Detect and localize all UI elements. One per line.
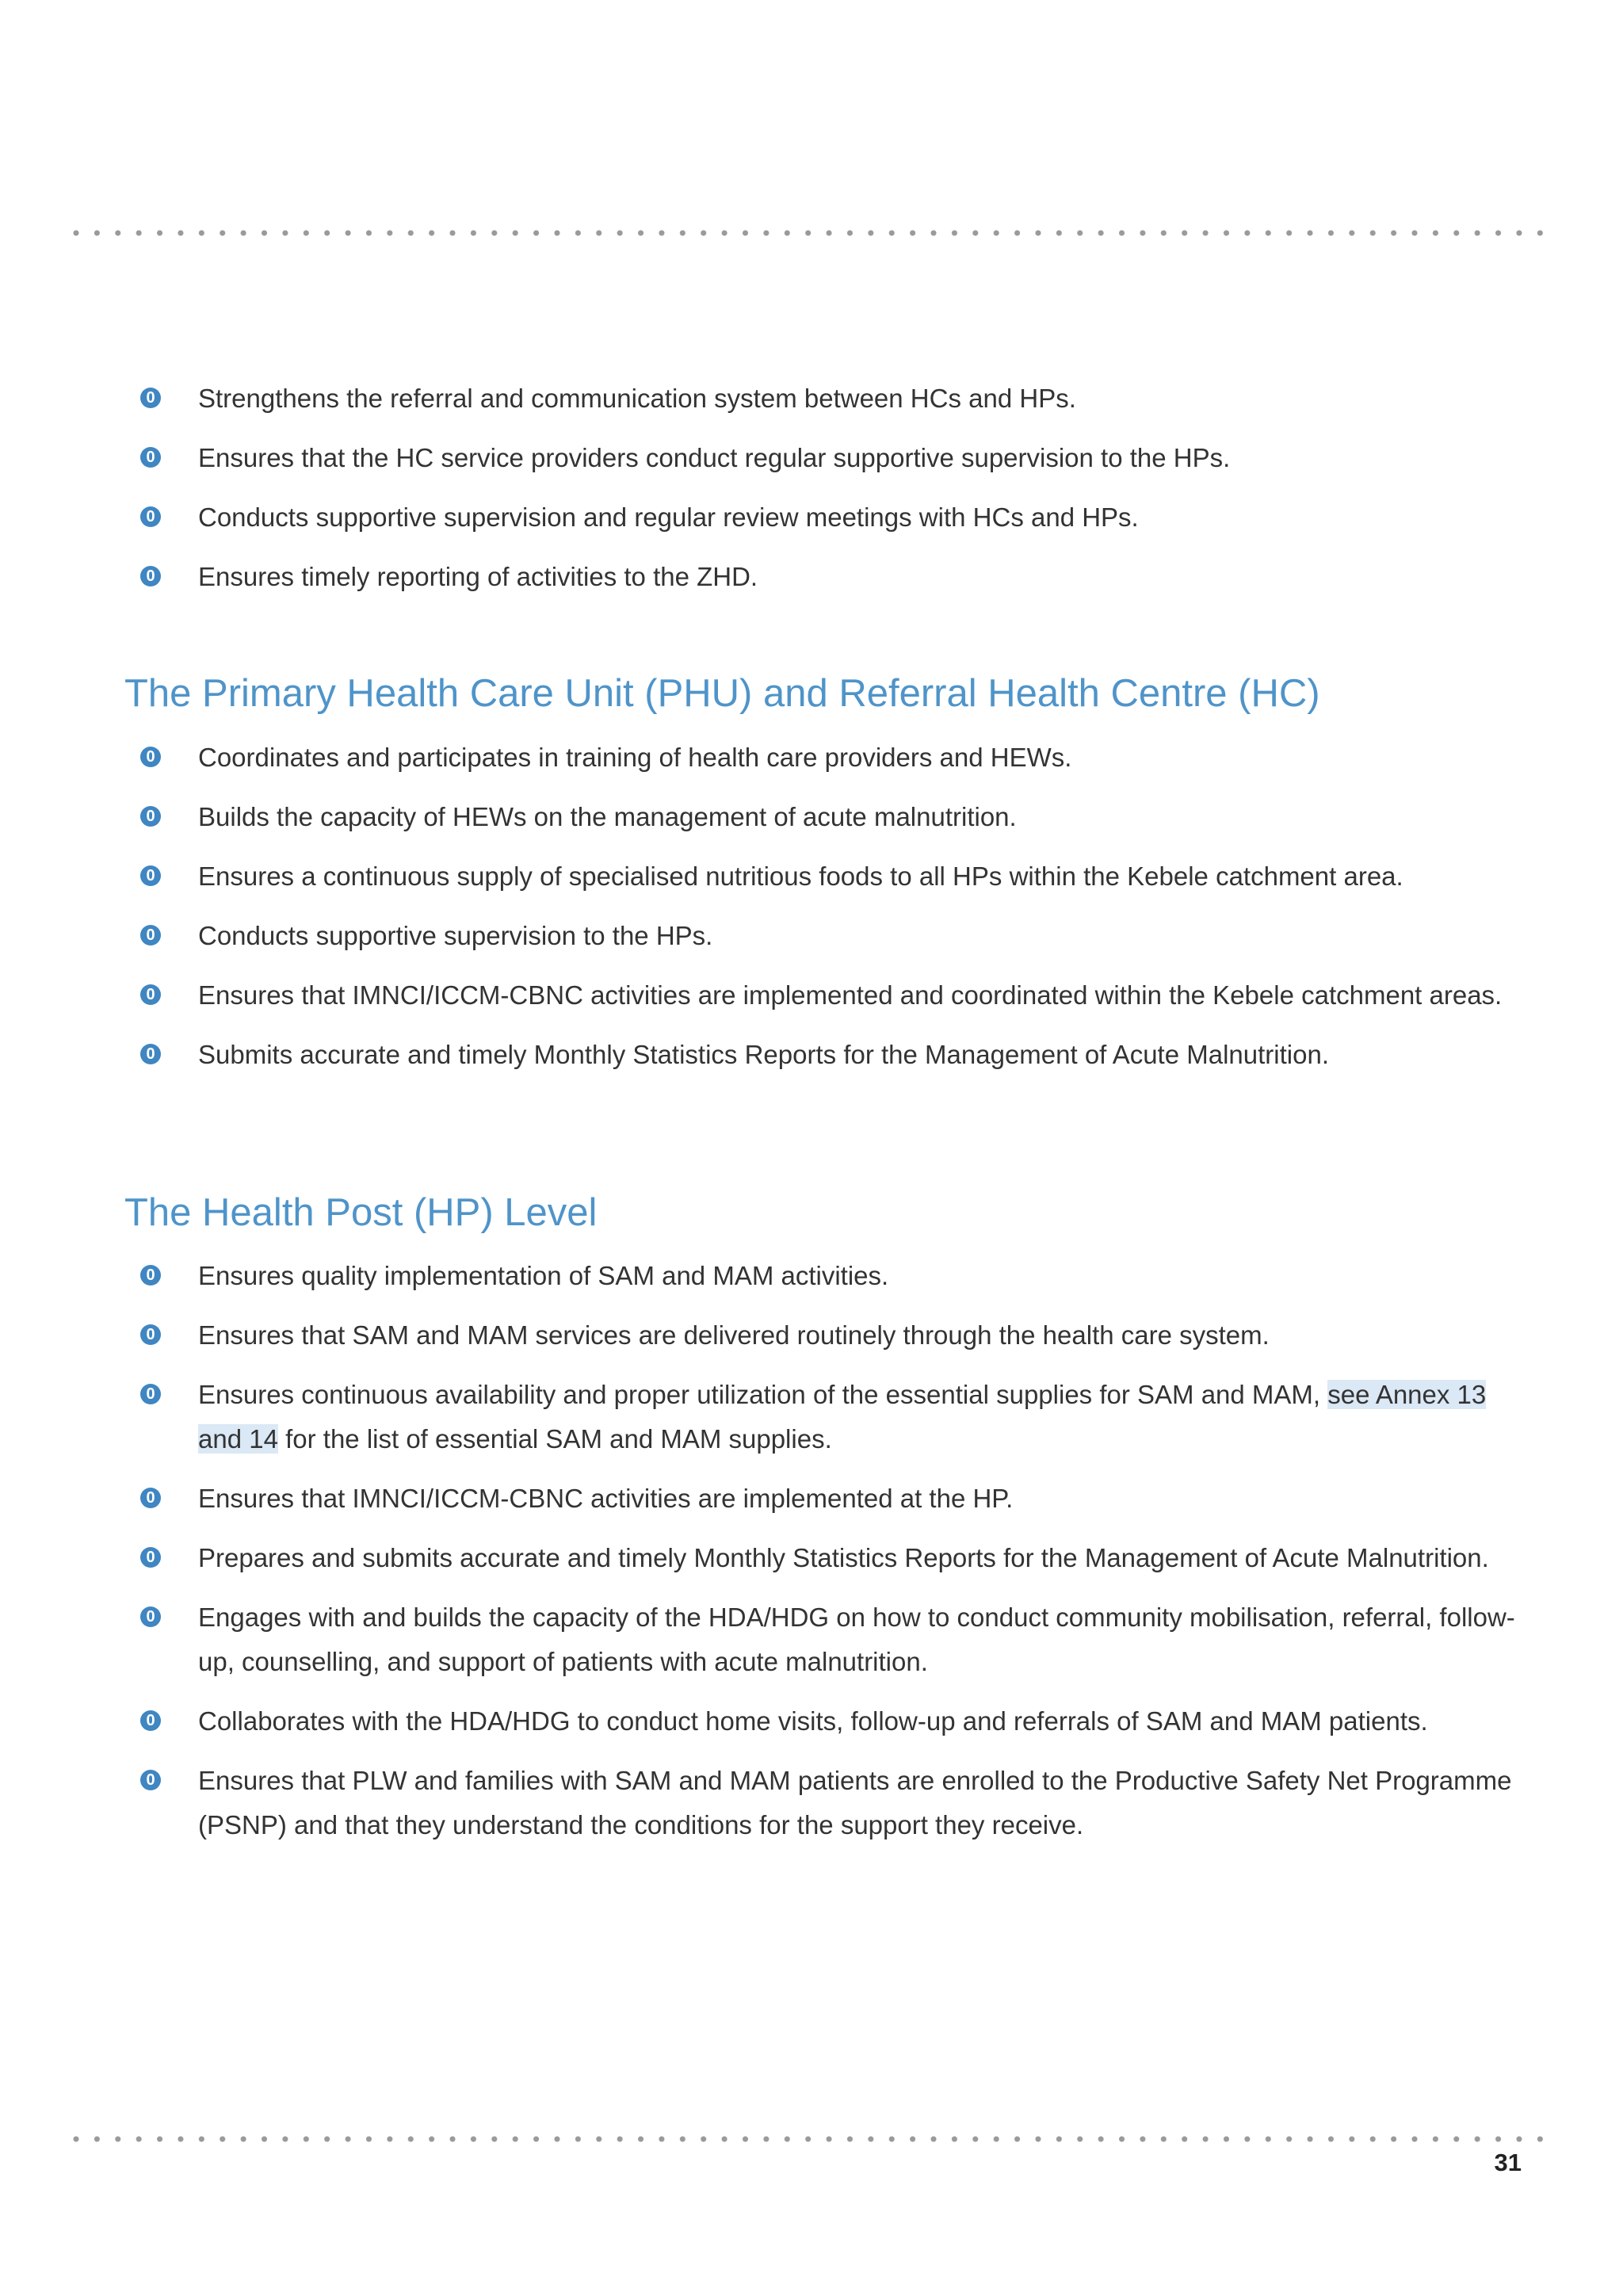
list-item-text: Prepares and submits accurate and timely Monthly Statistics Reports for the Management of Acute Malnutrition.: [198, 1543, 1489, 1572]
circle-bullet-icon: [140, 1547, 161, 1568]
hp-bullet-list: [135, 1254, 1529, 1862]
page-number: 31: [1494, 2149, 1522, 2176]
circle-bullet-icon: [140, 806, 161, 827]
list-item-text: Ensures that PLW and families with SAM and MAM patients are enrolled to the Productive Safety Net Programme (PSNP) and that they understand the conditions for the support they receive.: [198, 1766, 1512, 1839]
circle-bullet-icon: [140, 447, 161, 468]
list-item-text-part: Ensures continuous availability and proper utilization of the essential supplies for SAM and MAM,: [198, 1380, 1328, 1409]
list-item-text: Ensures that IMNCI/ICCM-CBNC activities are implemented at the HP.: [198, 1484, 1014, 1513]
section-heading-phu: The Primary Health Care Unit (PHU) and Referral Health Centre (HC): [124, 672, 1320, 715]
list-item-text: Ensures that SAM and MAM services are delivered routinely through the health care system.: [198, 1320, 1270, 1350]
circle-bullet-icon: [140, 1265, 161, 1286]
intro-bullet-list: [135, 376, 1529, 614]
list-item: [135, 795, 1529, 839]
list-item: [135, 436, 1529, 480]
list-item: [135, 376, 1529, 421]
list-item: [135, 1699, 1529, 1744]
list-item-text: Strengthens the referral and communication system between HCs and HPs.: [198, 384, 1076, 413]
list-item-text: Ensures timely reporting of activities to the ZHD.: [198, 562, 758, 591]
bottom-dotted-rule: [73, 2136, 1552, 2142]
circle-bullet-icon: [140, 1044, 161, 1064]
list-item: [135, 1759, 1529, 1847]
list-item: [135, 854, 1529, 899]
list-item: [135, 555, 1529, 599]
list-item: [135, 1595, 1529, 1684]
list-item: [135, 735, 1529, 780]
circle-bullet-icon: [140, 865, 161, 886]
circle-bullet-icon: [140, 1488, 161, 1508]
list-item-text: Ensures that the HC service providers conduct regular supportive supervision to the HPs.: [198, 443, 1231, 472]
list-item-text: Submits accurate and timely Monthly Statistics Reports for the Management of Acute Malnutrition.: [198, 1040, 1329, 1069]
list-item-text: Ensures a continuous supply of specialised nutritious foods to all HPs within the Kebele catchment area.: [198, 861, 1403, 891]
list-item-text: Ensures quality implementation of SAM and MAM activities.: [198, 1261, 889, 1290]
list-item-text: Conducts supportive supervision and regular review meetings with HCs and HPs.: [198, 502, 1139, 532]
annex-link[interactable]: see Annex 13 and 14: [198, 1380, 1487, 1454]
circle-bullet-icon: [140, 1384, 161, 1404]
circle-bullet-icon: [140, 1606, 161, 1627]
list-item-text: Engages with and builds the capacity of the HDA/HDG on how to conduct community mobilisation, referral, follow-up, counselling, and support of patients with acute malnutrition.: [198, 1603, 1515, 1676]
list-item: [135, 1373, 1529, 1461]
list-item-text: Collaborates with the HDA/HDG to conduct home visits, follow-up and referrals of SAM and MAM patients.: [198, 1706, 1428, 1736]
circle-bullet-icon: [140, 925, 161, 946]
list-item: [135, 1033, 1529, 1077]
phu-bullet-list: [135, 735, 1529, 1092]
circle-bullet-icon: [140, 566, 161, 586]
circle-bullet-icon: [140, 1770, 161, 1790]
list-item-text: Builds the capacity of HEWs on the management of acute malnutrition.: [198, 802, 1017, 831]
list-item: [135, 914, 1529, 958]
top-dotted-rule: [73, 230, 1552, 236]
list-item: [135, 973, 1529, 1018]
circle-bullet-icon: [140, 1324, 161, 1345]
circle-bullet-icon: [140, 747, 161, 767]
list-item-text: Conducts supportive supervision to the HPs.: [198, 921, 713, 950]
list-item: [135, 1477, 1529, 1521]
circle-bullet-icon: [140, 506, 161, 527]
list-item-text-part: for the list of essential SAM and MAM supplies.: [277, 1424, 832, 1454]
circle-bullet-icon: [140, 388, 161, 408]
list-item: [135, 495, 1529, 540]
list-item: [135, 1313, 1529, 1358]
list-item: [135, 1254, 1529, 1298]
circle-bullet-icon: [140, 984, 161, 1005]
list-item-text: Coordinates and participates in training of health care providers and HEWs.: [198, 743, 1072, 772]
section-heading-hp: The Health Post (HP) Level: [124, 1191, 598, 1234]
list-item-text: Ensures that IMNCI/ICCM-CBNC activities are implemented and coordinated within the Kebele catchment areas.: [198, 980, 1503, 1010]
list-item: [135, 1536, 1529, 1580]
circle-bullet-icon: [140, 1710, 161, 1731]
